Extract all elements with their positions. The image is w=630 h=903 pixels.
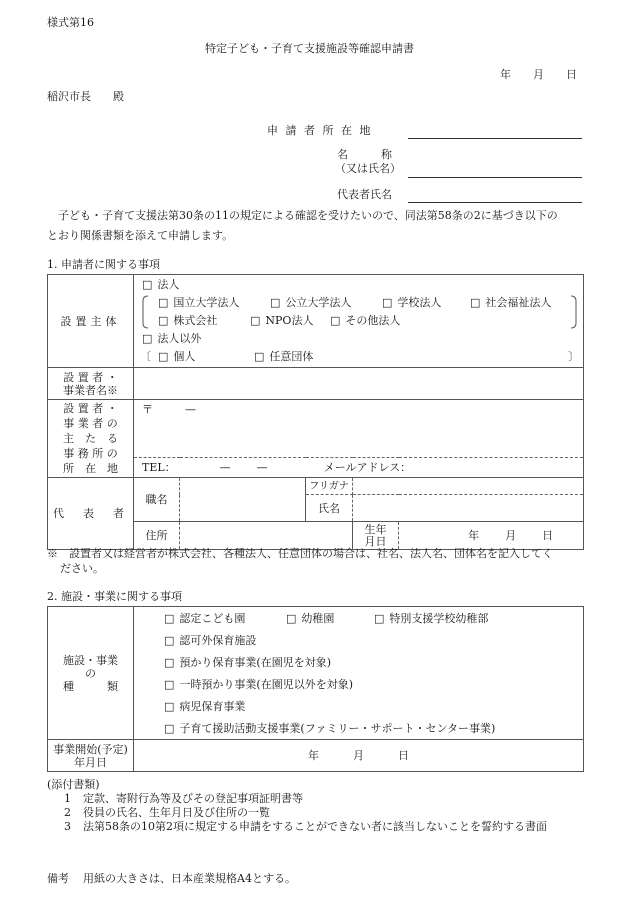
- checkbox-npo[interactable]: □ NPO法人: [250, 314, 313, 327]
- page-title: 特定子ども・子育て支援施設等確認申請書: [205, 42, 414, 55]
- facility-table: [47, 606, 584, 772]
- business-name-label: [48, 368, 134, 400]
- business-name-label-2: 事業者名※: [63, 383, 118, 397]
- representative-row-1: [48, 478, 584, 495]
- applicant-table: [47, 274, 584, 550]
- checkbox-social-welfare[interactable]: □ 社会福祉法人: [470, 296, 551, 309]
- start-year: 年: [308, 749, 319, 762]
- representative-name-label: 代表者氏名: [337, 188, 392, 201]
- start-date-field[interactable]: [134, 740, 584, 772]
- checkbox-individual[interactable]: □ 個人: [158, 350, 195, 363]
- office-address-label: [48, 400, 134, 478]
- facility-type-label: [48, 607, 134, 740]
- facility-type-options: [134, 607, 584, 740]
- attachment-item: [64, 806, 270, 819]
- office-label-line: 設 置 者 ・: [63, 402, 118, 415]
- attachments-heading: (添付書類): [47, 778, 100, 791]
- representative-label: 代 表 者: [48, 478, 134, 550]
- facility-type-label-1: 施設・事業: [63, 653, 118, 667]
- postal-mark: 〒: [142, 403, 153, 416]
- start-day: 日: [398, 749, 409, 762]
- date-year: 年: [500, 68, 511, 81]
- office-label-line: 事 務 所 の: [63, 447, 118, 460]
- noncorp-open-paren: 〔: [140, 350, 151, 363]
- establisher-options: [134, 275, 584, 368]
- section1-heading: 1. 申請者に関する事項: [47, 258, 160, 271]
- checkbox-temporary-care[interactable]: □ 一時預かり事業(在園児以外を対象): [164, 678, 353, 691]
- tel-dash-1: —: [219, 461, 231, 474]
- facility-type-label-2: の: [85, 666, 96, 680]
- dob-field[interactable]: [399, 522, 584, 550]
- attachment-text: 定款、寄附行為等及びその登記事項証明書等: [83, 792, 303, 805]
- rep-address-field[interactable]: [180, 522, 353, 550]
- remarks: [47, 872, 296, 885]
- position-field[interactable]: [180, 478, 306, 522]
- addressee-honorific: 殿: [113, 90, 124, 103]
- start-date-label-1: 事業開始(予定): [53, 742, 128, 756]
- dob-day: 日: [542, 529, 554, 542]
- attachment-item: [64, 792, 303, 805]
- date-day: 日: [566, 68, 577, 81]
- facility-type-row: [48, 607, 584, 740]
- attachment-item: [64, 820, 547, 833]
- position-label: 職名: [134, 478, 180, 522]
- checkbox-kabushiki[interactable]: □ 株式会社: [158, 314, 217, 327]
- contact-field[interactable]: [134, 458, 584, 478]
- dob-label-1: 生年: [364, 522, 387, 536]
- attachment-text: 役員の氏名、生年月日及び住所の一覧: [83, 806, 270, 819]
- remarks-label: 備考: [47, 872, 69, 885]
- furigana-field[interactable]: [353, 478, 584, 495]
- applicant-name-field[interactable]: [408, 177, 582, 178]
- intro-line-1: 子ども・子育て支援法第30条の11の規定による確認を受けたいので、同法第58条の2に基づき以下の: [58, 209, 558, 222]
- checkbox-public-univ[interactable]: □ 公立大学法人: [270, 296, 351, 309]
- checkbox-voluntary-group[interactable]: □ 任意団体: [254, 350, 313, 363]
- checkbox-other-corp[interactable]: □ その他法人: [330, 314, 400, 327]
- remarks-text: 用紙の大きさは、日本産業規格A4とする。: [83, 872, 296, 885]
- facility-type-label-3: 種 類: [63, 679, 118, 693]
- postal-dash: —: [185, 403, 196, 416]
- office-label-line: 事 業 者 の: [63, 417, 118, 430]
- checkbox-noncorp[interactable]: □ 法人以外: [142, 332, 201, 345]
- checkbox-sick-child-care[interactable]: □ 病児保育事業: [164, 700, 245, 713]
- note-line-1: ※ 設置者又は経営者が株式会社、各種法人、任意団体の場合は、社名、法人名、団体名を記入してく: [47, 547, 553, 560]
- tel-label: TEL：: [142, 461, 176, 474]
- checkbox-family-support[interactable]: □ 子育て援助活動支援事業(ファミリー・サポート・センター事業): [164, 722, 495, 735]
- business-name-row: [48, 368, 584, 400]
- left-brace-icon: [141, 295, 149, 329]
- checkbox-unlicensed-nursery[interactable]: □ 認可外保育施設: [164, 634, 256, 647]
- dob-year: 年: [468, 529, 480, 542]
- checkbox-kindergarten[interactable]: □ 幼稚園: [286, 612, 334, 625]
- office-address-row: [48, 400, 584, 458]
- attachment-num: 2: [64, 806, 71, 819]
- applicant-name-label: 名 称: [337, 148, 392, 161]
- applicant-address-field[interactable]: [408, 138, 582, 139]
- attachment-num: 1: [64, 792, 71, 805]
- addressee-name: 稲沢市長: [47, 90, 91, 103]
- form-number: 様式第16: [47, 16, 94, 29]
- right-brace-icon: [570, 295, 578, 329]
- representative-name-field[interactable]: [408, 202, 582, 203]
- applicant-address-label: 申 請 者 所 在 地: [267, 124, 373, 137]
- checkbox-extended-care[interactable]: □ 預かり保育事業(在園児を対象): [164, 656, 331, 669]
- start-month: 月: [353, 749, 364, 762]
- addressee: [47, 90, 124, 103]
- date-line: [500, 68, 577, 81]
- section2-heading: 2. 施設・事業に関する事項: [47, 590, 182, 603]
- checkbox-special-support-kindergarten[interactable]: □ 特別支援学校幼稚部: [374, 612, 488, 625]
- rep-address-label: 住所: [134, 522, 180, 550]
- email-label: メールアドレス：: [323, 461, 412, 474]
- dob-label: [353, 522, 399, 550]
- business-name-field[interactable]: [134, 368, 584, 400]
- applicant-name-sublabel: （又は氏名）: [335, 162, 401, 175]
- tel-dash-2: —: [256, 461, 268, 474]
- checkbox-school-corp[interactable]: □ 学校法人: [382, 296, 441, 309]
- business-name-label-1: 設 置 者 ・: [63, 370, 118, 384]
- intro-line-2: とおり関係書類を添えて申請します。: [47, 229, 234, 242]
- noncorp-close-paren: 〕: [568, 350, 580, 363]
- note-line-2: ださい。: [60, 562, 104, 575]
- attachment-text: 法第58条の10第2項に規定する申請をすることができない者に該当しないことを誓約する書面: [83, 820, 547, 833]
- checkbox-national-univ[interactable]: □ 国立大学法人: [158, 296, 239, 309]
- office-address-field[interactable]: [134, 400, 584, 458]
- start-date-label: [48, 740, 134, 772]
- furigana-label: フリガナ: [306, 478, 353, 495]
- attachment-num: 3: [64, 820, 71, 833]
- dob-label-2: 月日: [364, 534, 387, 548]
- rep-name-field[interactable]: [353, 495, 584, 522]
- establisher-row: [48, 275, 584, 368]
- date-month: 月: [533, 68, 544, 81]
- start-date-row: [48, 740, 584, 772]
- office-label-line: 所 在 地: [63, 462, 118, 475]
- rep-name-label: 氏名: [306, 495, 353, 522]
- checkbox-nintei-kodomoen[interactable]: □ 認定こども園: [164, 612, 245, 625]
- office-label-line: 主 た る: [63, 432, 118, 445]
- start-date-label-2: 年月日: [74, 755, 107, 769]
- establisher-label: 設置主体: [48, 275, 134, 368]
- dob-month: 月: [505, 529, 517, 542]
- checkbox-corp[interactable]: □ 法人: [142, 278, 179, 291]
